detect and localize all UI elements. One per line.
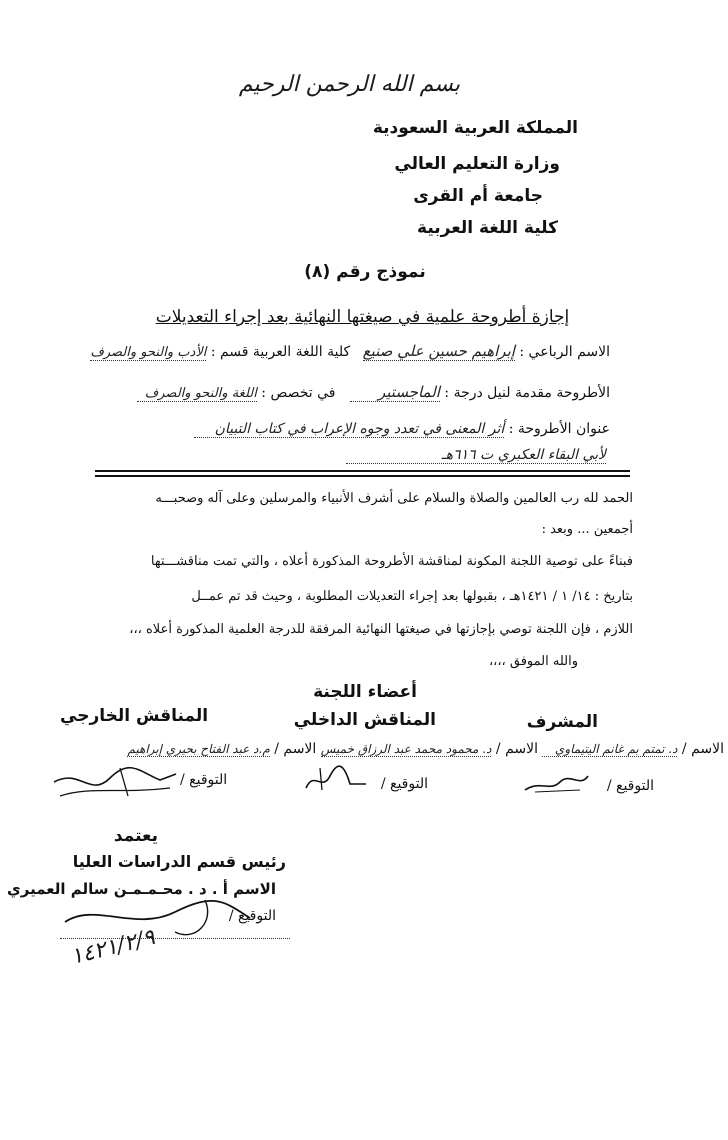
supervisor-signature bbox=[520, 770, 590, 800]
supervisor-name: د. تمتم بم غانم اليتيماوي bbox=[542, 742, 677, 757]
name-label: الاسم الرباعي : bbox=[519, 344, 610, 360]
body-p4: بتاريخ : ١٤/ ١ / ١٤٢١هـ ، بقبولها بعد إجراء التعديلات المطلوبة ، وحيث قد تم عمــل bbox=[191, 589, 633, 604]
approval-date: ١٤٢١/٢/٩ bbox=[68, 925, 158, 970]
dept-label: كلية اللغة العربية قسم : bbox=[210, 344, 351, 360]
internal-signature bbox=[300, 762, 370, 798]
supervisor-sign-label: التوقيع / bbox=[606, 778, 654, 794]
body-p1: الحمد لله رب العالمين والصلاة والسلام على أشرف الأنبياء والمرسلين وعلى آله وصحبـــه bbox=[155, 491, 633, 506]
name-value: إبراهيم حسين علي صنيع bbox=[362, 342, 515, 360]
external-examiner-title: المناقش الخارجي bbox=[60, 706, 209, 726]
divider-bottom bbox=[95, 475, 630, 477]
degree-value: الماجستير bbox=[350, 383, 440, 402]
header-university: جامعة أم القرى bbox=[413, 186, 543, 206]
approval-sign-label: التوقيع / bbox=[228, 908, 276, 924]
field-row-thesis bbox=[194, 421, 610, 438]
spec-label: في تخصص : bbox=[261, 385, 336, 401]
divider-top bbox=[95, 470, 630, 472]
field-row-thesis-cont bbox=[346, 447, 606, 464]
form-number: نموذج رقم (٨) bbox=[304, 262, 426, 282]
thesis-label: عنوان الأطروحة : bbox=[508, 421, 610, 437]
field-row-name bbox=[90, 342, 610, 361]
supervisor-name-label: الاسم / bbox=[681, 741, 724, 757]
committee-names-row bbox=[127, 741, 724, 757]
approval-title: يعتمد bbox=[113, 826, 158, 846]
dept-value: الأدب والنحو والصرف bbox=[90, 345, 207, 360]
body-p3: فبناءً على توصية اللجنة المكونة لمناقشة الأطروحة المذكورة أعلاه ، والتي تمت مناقشـــتها bbox=[150, 554, 633, 569]
field-row-degree bbox=[137, 383, 610, 402]
body-p2: أجمعين ... وبعد : bbox=[541, 522, 633, 537]
form-title: إجازة أطروحة علمية في صيغتها النهائية بعد إجراء التعديلات bbox=[155, 307, 570, 327]
internal-name-label: الاسم / bbox=[495, 741, 538, 757]
external-name-label: الاسم / bbox=[274, 741, 317, 757]
body-p5: اللازم ، فإن اللجنة توصي بإجازتها في صيغتها النهائية المرفقة للدرجة العلمية المذكورة أعلاه ،،، bbox=[129, 622, 633, 637]
header-college: كلية اللغة العربية bbox=[417, 218, 558, 238]
external-name: م.د عبد الفتاح بحيري إبراهيم bbox=[127, 742, 270, 756]
degree-label: الأطروحة مقدمة لنيل درجة : bbox=[444, 385, 610, 401]
internal-examiner-title: المناقش الداخلي bbox=[293, 710, 436, 730]
approval-signature bbox=[55, 892, 255, 982]
header-ministry: وزارة التعليم العالي bbox=[394, 154, 560, 174]
approval-name: الاسم أ . د . محـمـمـن سالم العميري bbox=[7, 880, 276, 898]
body-p6: والله الموفق ،،،، bbox=[488, 654, 578, 669]
approval-role: رئيس قسم الدراسات العليا bbox=[72, 852, 286, 871]
external-sign-label: التوقيع / bbox=[180, 772, 228, 788]
external-signature bbox=[50, 764, 180, 804]
internal-sign-label: التوقيع / bbox=[380, 776, 428, 792]
committee-title: أعضاء اللجنة bbox=[313, 682, 417, 702]
spec-value: اللغة والنحو والصرف bbox=[137, 386, 257, 402]
basmala: بسم الله الرحمن الرحيم bbox=[238, 72, 460, 97]
supervisor-title: المشرف bbox=[526, 712, 598, 732]
internal-name: د. محمود محمد عبد الرزاق خميس bbox=[320, 742, 492, 756]
header-kingdom: المملكة العربية السعودية bbox=[372, 118, 578, 138]
thesis-value-2: لأبي البقاء العكبري ت ٦١٦هـ bbox=[346, 447, 606, 464]
thesis-value-1: أثر المعنى في تعدد وجوه الإعراب في كتاب التبيان bbox=[194, 421, 504, 438]
